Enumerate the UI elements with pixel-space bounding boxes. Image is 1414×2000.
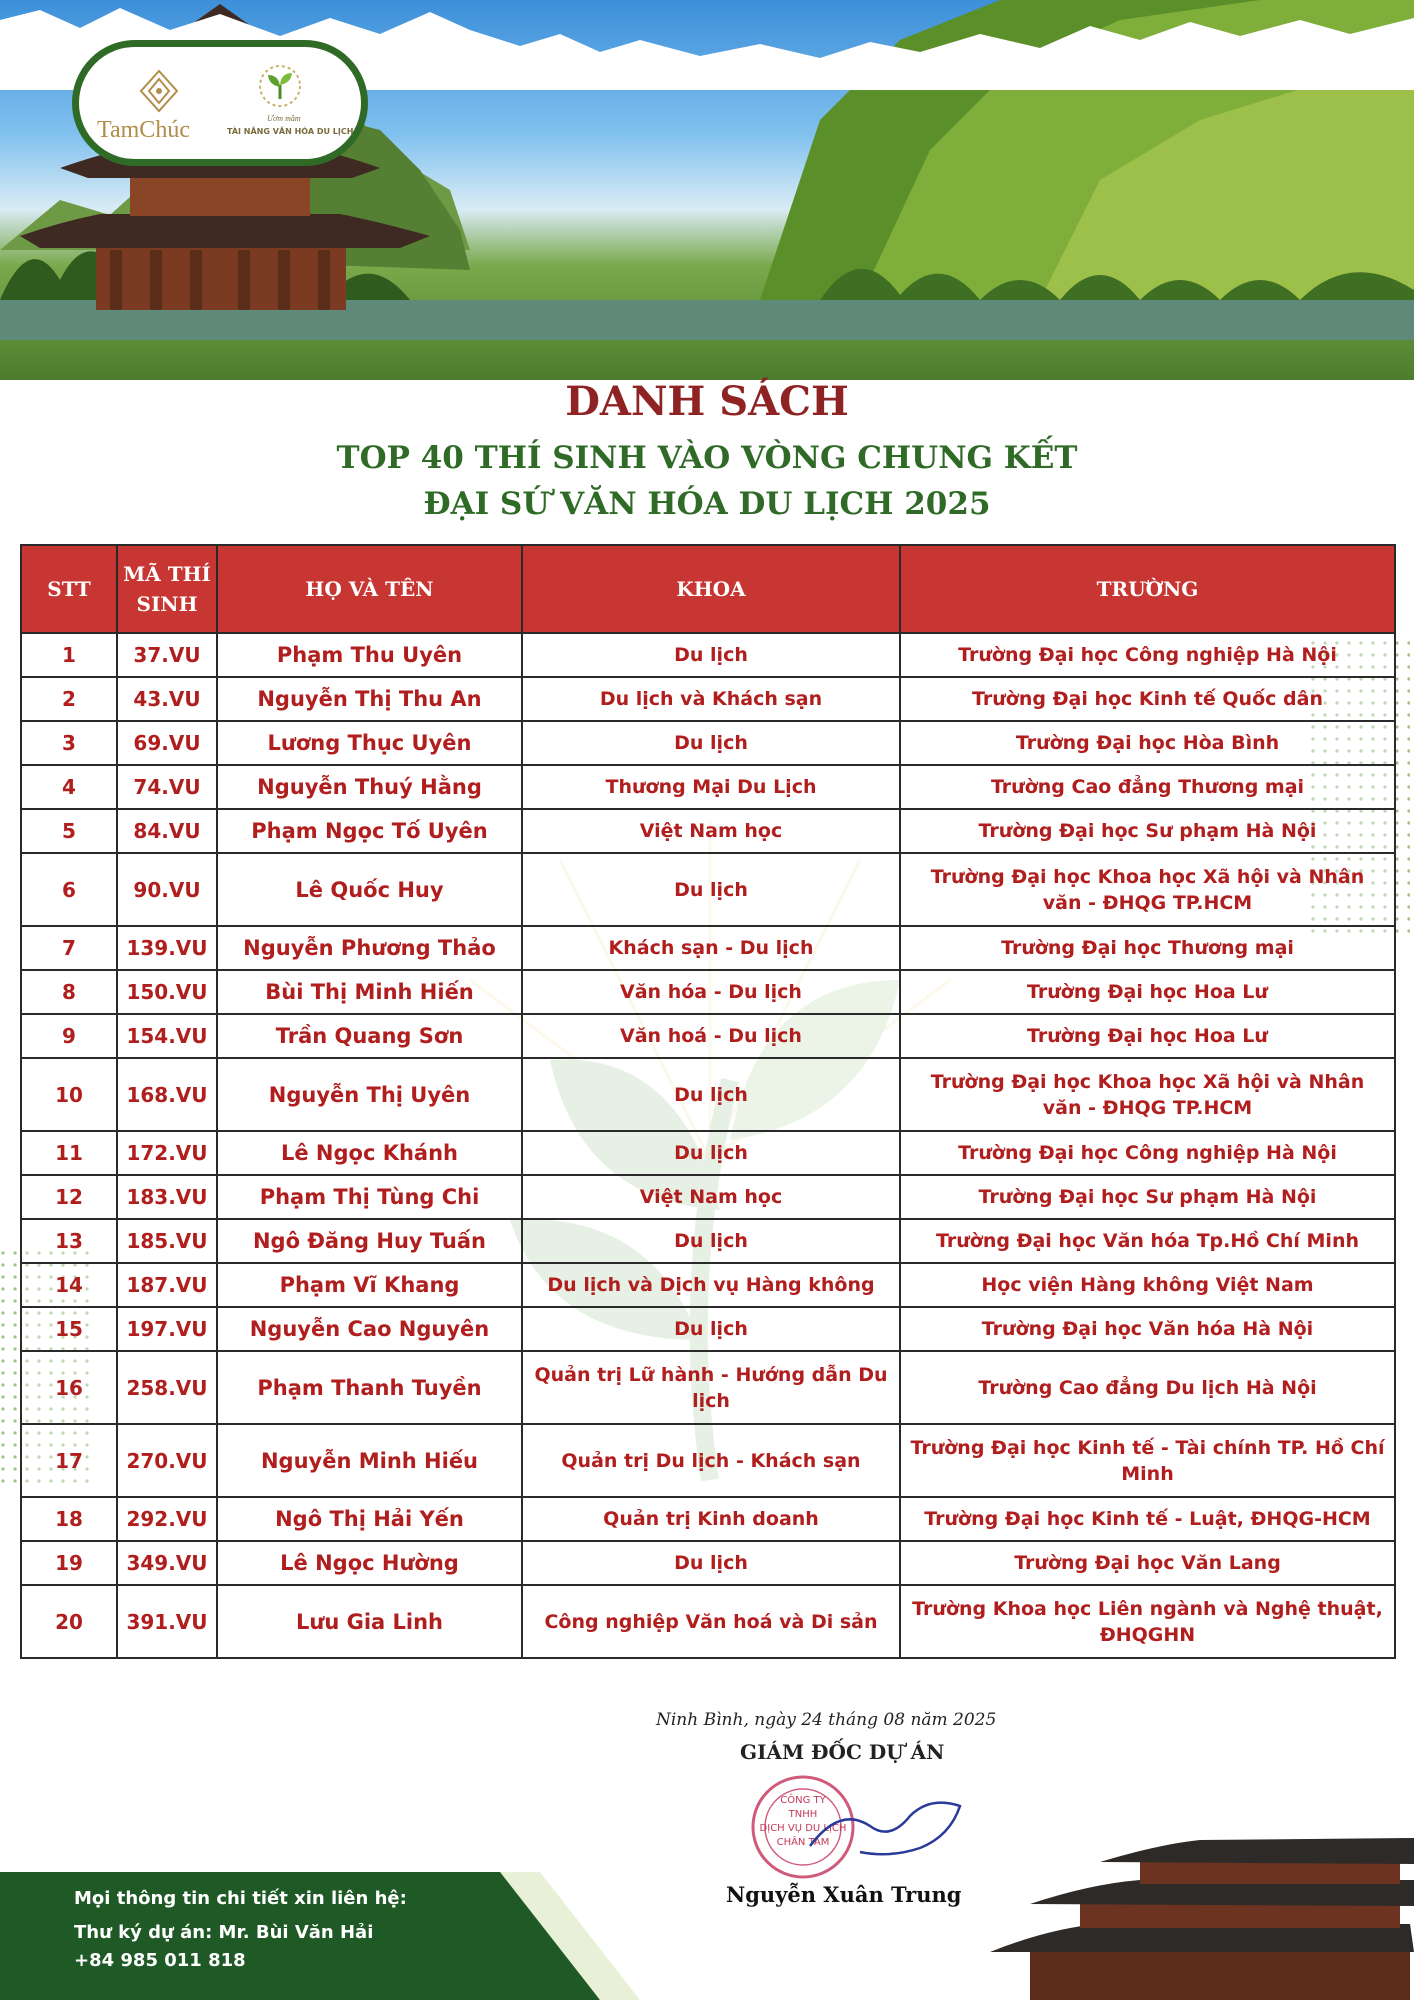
row-code: 69.VU xyxy=(117,721,217,765)
row-stt: 2 xyxy=(21,677,117,721)
row-school: Trường Đại học Kinh tế - Luật, ĐHQG-HCM xyxy=(900,1497,1395,1541)
candidate-table xyxy=(20,544,1394,1659)
table-row xyxy=(21,1424,1395,1497)
tagline: TÀI NĂNG VĂN HÓA DU LỊCH xyxy=(227,127,354,136)
row-school: Trường Đại học Sư phạm Hà Nội xyxy=(900,1175,1395,1219)
row-name: Trần Quang Sơn xyxy=(217,1014,522,1058)
stamp-line-2: TNHH xyxy=(788,1809,818,1820)
table-row xyxy=(21,1219,1395,1263)
row-name: Lương Thục Uyên xyxy=(217,721,522,765)
stamp-line-3: DỊCH VỤ DU LỊCH xyxy=(759,1823,847,1834)
row-stt: 12 xyxy=(21,1175,117,1219)
row-school: Trường Cao đẳng Du lịch Hà Nội xyxy=(900,1351,1395,1424)
table-row xyxy=(21,1263,1395,1307)
table-row xyxy=(21,1131,1395,1175)
row-name: Lưu Gia Linh xyxy=(217,1585,522,1658)
row-code: 187.VU xyxy=(117,1263,217,1307)
row-code: 74.VU xyxy=(117,765,217,809)
row-code: 292.VU xyxy=(117,1497,217,1541)
row-school: Trường Đại học Hòa Bình xyxy=(900,721,1395,765)
row-name: Phạm Thanh Tuyền xyxy=(217,1351,522,1424)
row-code: 90.VU xyxy=(117,853,217,926)
sprout-logo-icon xyxy=(257,63,303,109)
row-faculty: Việt Nam học xyxy=(522,1175,900,1219)
row-school: Trường Đại học Kinh tế - Tài chính TP. Hồ Chí Minh xyxy=(900,1424,1395,1497)
table-row xyxy=(21,1058,1395,1131)
table-row xyxy=(21,853,1395,926)
logo-badge xyxy=(72,40,368,166)
row-stt: 17 xyxy=(21,1424,117,1497)
temple-illustration xyxy=(990,1828,1414,2000)
row-code: 43.VU xyxy=(117,677,217,721)
row-faculty: Văn hoá - Du lịch xyxy=(522,1014,900,1058)
row-stt: 18 xyxy=(21,1497,117,1541)
row-code: 349.VU xyxy=(117,1541,217,1585)
row-code: 139.VU xyxy=(117,926,217,970)
row-name: Nguyễn Phương Thảo xyxy=(217,926,522,970)
row-school: Trường Đại học Hoa Lư xyxy=(900,1014,1395,1058)
row-code: 37.VU xyxy=(117,633,217,677)
row-school: Trường Đại học Thương mại xyxy=(900,926,1395,970)
contact-title: Mọi thông tin chi tiết xin liên hệ: xyxy=(74,1888,407,1909)
row-stt: 7 xyxy=(21,926,117,970)
header-faculty: KHOA xyxy=(522,545,900,633)
table-row xyxy=(21,809,1395,853)
row-stt: 14 xyxy=(21,1263,117,1307)
row-faculty: Du lịch xyxy=(522,1541,900,1585)
row-faculty: Du lịch xyxy=(522,633,900,677)
row-school: Trường Khoa học Liên ngành và Nghệ thuật, ĐHQGHN xyxy=(900,1585,1395,1658)
row-code: 150.VU xyxy=(117,970,217,1014)
table-row xyxy=(21,1351,1395,1424)
row-faculty: Du lịch xyxy=(522,721,900,765)
row-faculty: Việt Nam học xyxy=(522,809,900,853)
row-faculty: Du lịch xyxy=(522,1131,900,1175)
row-name: Phạm Vĩ Khang xyxy=(217,1263,522,1307)
row-name: Ngô Thị Hải Yến xyxy=(217,1497,522,1541)
row-stt: 5 xyxy=(21,809,117,853)
row-school: Trường Đại học Công nghiệp Hà Nội xyxy=(900,633,1395,677)
table-row xyxy=(21,970,1395,1014)
row-code: 84.VU xyxy=(117,809,217,853)
table-row xyxy=(21,1585,1395,1658)
row-name: Phạm Thị Tùng Chi xyxy=(217,1175,522,1219)
contact-secretary: Thư ký dự án: Mr. Bùi Văn Hải xyxy=(74,1922,374,1943)
row-code: 185.VU xyxy=(117,1219,217,1263)
row-faculty: Văn hóa - Du lịch xyxy=(522,970,900,1014)
header-school: TRƯỜNG xyxy=(900,545,1395,633)
table-row xyxy=(21,1497,1395,1541)
row-stt: 19 xyxy=(21,1541,117,1585)
row-name: Ngô Đăng Huy Tuấn xyxy=(217,1219,522,1263)
row-name: Lê Ngọc Khánh xyxy=(217,1131,522,1175)
place-date: Ninh Bình, ngày 24 tháng 08 năm 2025 xyxy=(656,1710,997,1730)
row-name: Lê Ngọc Hường xyxy=(217,1541,522,1585)
director-title: GIÁM ĐỐC DỰ ÁN xyxy=(740,1740,945,1764)
row-code: 197.VU xyxy=(117,1307,217,1351)
row-stt: 10 xyxy=(21,1058,117,1131)
table-row xyxy=(21,1307,1395,1351)
row-faculty: Công nghiệp Văn hoá và Di sản xyxy=(522,1585,900,1658)
stamp-line-1: CÔNG TY xyxy=(780,1795,826,1806)
row-code: 168.VU xyxy=(117,1058,217,1131)
brand-name: TamChúc xyxy=(97,117,190,143)
row-faculty: Khách sạn - Du lịch xyxy=(522,926,900,970)
row-faculty: Du lịch xyxy=(522,1058,900,1131)
header-stt: STT xyxy=(21,545,117,633)
table-row xyxy=(21,1014,1395,1058)
row-name: Nguyễn Thị Uyên xyxy=(217,1058,522,1131)
table-row xyxy=(21,633,1395,677)
row-faculty: Du lịch và Khách sạn xyxy=(522,677,900,721)
row-faculty: Quản trị Kinh doanh xyxy=(522,1497,900,1541)
row-school: Trường Đại học Hoa Lư xyxy=(900,970,1395,1014)
row-stt: 3 xyxy=(21,721,117,765)
row-name: Phạm Ngọc Tố Uyên xyxy=(217,809,522,853)
row-code: 270.VU xyxy=(117,1424,217,1497)
row-code: 183.VU xyxy=(117,1175,217,1219)
row-stt: 13 xyxy=(21,1219,117,1263)
table-row xyxy=(21,721,1395,765)
row-name: Bùi Thị Minh Hiến xyxy=(217,970,522,1014)
row-code: 154.VU xyxy=(117,1014,217,1058)
row-faculty: Quản trị Du lịch - Khách sạn xyxy=(522,1424,900,1497)
signer-name: Nguyễn Xuân Trung xyxy=(726,1882,962,1907)
title-line-2: ĐẠI SỨ VĂN HÓA DU LỊCH 2025 xyxy=(423,486,991,522)
header-code-line-2: SINH xyxy=(136,592,198,616)
row-name: Nguyễn Minh Hiếu xyxy=(217,1424,522,1497)
row-school: Trường Đại học Công nghiệp Hà Nội xyxy=(900,1131,1395,1175)
row-school: Trường Đại học Khoa học Xã hội và Nhân văn - ĐHQG TP.HCM xyxy=(900,1058,1395,1131)
row-code: 258.VU xyxy=(117,1351,217,1424)
table-row xyxy=(21,926,1395,970)
row-school: Trường Đại học Văn Lang xyxy=(900,1541,1395,1585)
row-faculty: Du lịch xyxy=(522,1219,900,1263)
row-faculty: Quản trị Lữ hành - Hướng dẫn Du lịch xyxy=(522,1351,900,1424)
row-stt: 9 xyxy=(21,1014,117,1058)
row-name: Nguyễn Thị Thu An xyxy=(217,677,522,721)
row-school: Trường Đại học Kinh tế Quốc dân xyxy=(900,677,1395,721)
row-school: Trường Đại học Khoa học Xã hội và Nhân văn - ĐHQG TP.HCM xyxy=(900,853,1395,926)
row-school: Trường Đại học Sư phạm Hà Nội xyxy=(900,809,1395,853)
row-stt: 16 xyxy=(21,1351,117,1424)
row-school: Trường Đại học Văn hóa Tp.Hồ Chí Minh xyxy=(900,1219,1395,1263)
row-name: Lê Quốc Huy xyxy=(217,853,522,926)
row-faculty: Du lịch và Dịch vụ Hàng không xyxy=(522,1263,900,1307)
row-name: Nguyễn Thuý Hằng xyxy=(217,765,522,809)
row-stt: 1 xyxy=(21,633,117,677)
row-stt: 11 xyxy=(21,1131,117,1175)
row-school: Trường Đại học Văn hóa Hà Nội xyxy=(900,1307,1395,1351)
tamchuc-logo-icon xyxy=(139,69,179,113)
row-school: Trường Cao đẳng Thương mại xyxy=(900,765,1395,809)
table-row xyxy=(21,765,1395,809)
row-stt: 15 xyxy=(21,1307,117,1351)
table-row xyxy=(21,1541,1395,1585)
table-row xyxy=(21,677,1395,721)
handwritten-signature xyxy=(800,1786,970,1876)
row-code: 391.VU xyxy=(117,1585,217,1658)
header-code-line-1: MÃ THÍ xyxy=(123,562,211,586)
contact-phone[interactable]: +84 985 011 818 xyxy=(74,1950,246,1971)
table-row xyxy=(21,1175,1395,1219)
row-school: Học viện Hàng không Việt Nam xyxy=(900,1263,1395,1307)
row-stt: 4 xyxy=(21,765,117,809)
title-main: DANH SÁCH xyxy=(565,378,849,425)
row-code: 172.VU xyxy=(117,1131,217,1175)
row-stt: 6 xyxy=(21,853,117,926)
row-faculty: Du lịch xyxy=(522,1307,900,1351)
row-name: Phạm Thu Uyên xyxy=(217,633,522,677)
row-name: Nguyễn Cao Nguyên xyxy=(217,1307,522,1351)
table-header-row xyxy=(21,545,1395,633)
tagline-script: Ươm mầm xyxy=(267,114,301,123)
row-stt: 8 xyxy=(21,970,117,1014)
row-stt: 20 xyxy=(21,1585,117,1658)
stamp-line-4: CHÂN TÂM xyxy=(776,1837,830,1848)
title-line-1: TOP 40 THÍ SINH VÀO VÒNG CHUNG KẾT xyxy=(336,440,1078,476)
row-faculty: Thương Mại Du Lịch xyxy=(522,765,900,809)
header-name: HỌ VÀ TÊN xyxy=(217,545,522,633)
row-faculty: Du lịch xyxy=(522,853,900,926)
header-code xyxy=(117,545,217,633)
